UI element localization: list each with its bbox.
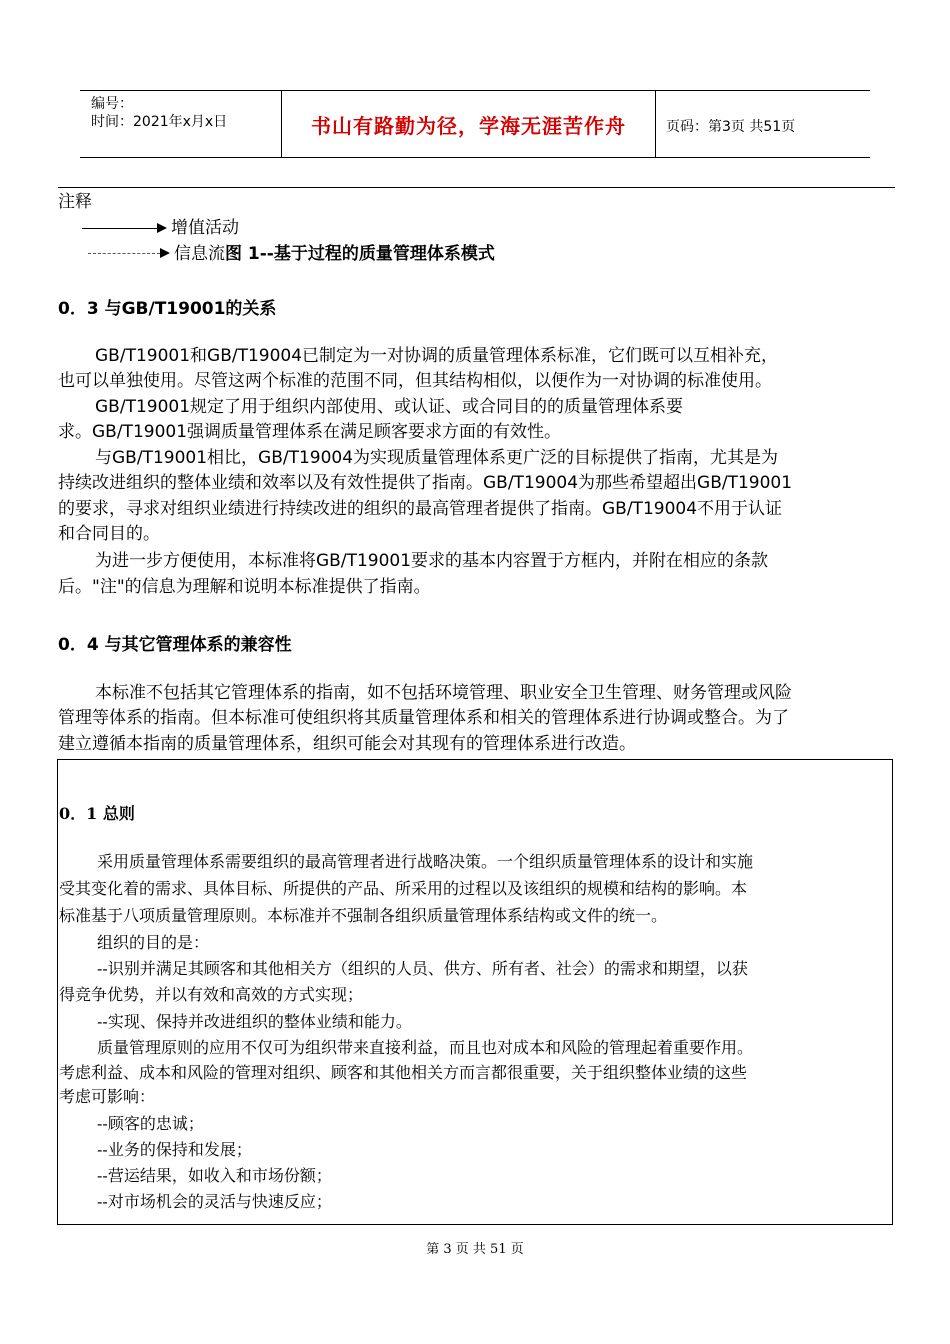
- box-line: --实现、保持并改进组织的整体业绩和能力。: [97, 1012, 412, 1031]
- paragraph-line: 与GB/T19001相比，GB/T19004为实现质量管理体系更广泛的目标提供了指南，尤其是为: [95, 448, 779, 468]
- box-line: 采用质量管理体系需要组织的最高管理者进行战略决策。一个组织质量管理体系的设计和实施: [97, 852, 754, 871]
- paragraph-line: 也可以单独使用。尽管这两个标准的范围不同，但其结构相似，以便作为一对协调的标准使用。: [58, 371, 772, 391]
- paragraph-line: 持续改进组织的整体业绩和效率以及有效性提供了指南。GB/T19004为那些希望超出GB/T19001: [58, 473, 793, 493]
- legend-title: 注释: [58, 192, 92, 212]
- dashed-arrow-head-icon: [160, 248, 170, 258]
- box-line: 考虑可影响：: [59, 1087, 156, 1106]
- box-line: --识别并满足其顾客和其他相关方（组织的人员、供方、所有者、社会）的需求和期望，以获: [97, 959, 748, 978]
- legend-dashed-block: [174, 243, 495, 266]
- box-heading: 0．1 总则: [59, 804, 135, 823]
- paragraph-line: 建立遵循本指南的质量管理体系，组织可能会对其现有的管理体系进行改造。: [58, 734, 636, 754]
- box-line: --业务的保持和发展；: [97, 1140, 252, 1159]
- section-heading-0-3: 0．3 与GB/T19001的关系: [58, 299, 277, 319]
- header-time-label: 时间：2021年x月x日: [91, 114, 228, 130]
- dashed-arrow-line: [88, 253, 160, 254]
- solid-arrow-head-icon: [157, 223, 167, 233]
- box-line: 质量管理原则的应用不仅可为组织带来直接利益，而且也对成本和风险的管理起着重要作用。: [97, 1038, 754, 1057]
- box-line: 得竞争优势，并以有效和高效的方式实现；: [59, 985, 364, 1004]
- box-line: 考虑利益、成本和风险的管理对组织、顾客和其他相关方而言都很重要，关于组织整体业绩的这些: [59, 1063, 748, 1082]
- box-line: 标准基于八项质量管理原则。本标准并不强制各组织质量管理体系结构或文件的统一。: [59, 906, 668, 925]
- header-motto: 书山有路勤为径，学海无涯苦作舟: [311, 114, 626, 138]
- paragraph-line: 和合同目的。: [58, 524, 160, 544]
- box-line: 组织的目的是：: [97, 933, 210, 952]
- paragraph-line: GB/T19001规定了用于组织内部使用、或认证、或合同目的的质量管理体系要: [95, 397, 684, 417]
- box-line: --营运结果，如收入和市场份额；: [97, 1166, 332, 1185]
- box-line: --顾客的忠诚；: [97, 1114, 204, 1133]
- solid-arrow-line: [82, 228, 158, 229]
- header-top-border: [80, 90, 870, 91]
- page-footer: 第 3 页 共 51 页: [426, 1242, 524, 1257]
- section-heading-0-4: 0．4 与其它管理体系的兼容性: [58, 635, 292, 655]
- paragraph-line: 管理等体系的指南。但本标准可使组织将其质量管理体系和相关的管理体系进行协调或整合。为了: [58, 708, 789, 728]
- header-page-info: 页码：第3页 共51页: [666, 119, 796, 135]
- header-number-label: 编号：: [91, 96, 133, 112]
- paragraph-line: 本标准不包括其它管理体系的指南，如不包括环境管理、职业安全卫生管理、财务管理或风险: [95, 683, 792, 703]
- separator-line: [58, 187, 895, 188]
- paragraph-line: 后。"注"的信息为理解和说明本标准提供了指南。: [58, 577, 431, 597]
- paragraph-line: 的要求，寻求对组织业绩进行持续改进的组织的最高管理者提供了指南。GB/T19004不用于认证: [58, 499, 783, 519]
- legend-solid-label: 增值活动: [171, 218, 239, 238]
- paragraph-line: 为进一步方便使用，本标准将GB/T19001要求的基本内容置于方框内，并附在相应的条款: [95, 551, 769, 571]
- paragraph-line: GB/T19001和GB/T19004已制定为一对协调的质量管理体系标准，它们既可以互相补充，: [95, 346, 779, 366]
- header-bottom-border: [80, 157, 870, 158]
- legend-dashed-label: 信息流: [174, 244, 225, 264]
- header-divider: [655, 90, 656, 158]
- paragraph-line: 求。GB/T19001强调质量管理体系在满足顾客要求方面的有效性。: [58, 422, 562, 442]
- box-line: 受其变化着的需求、具体目标、所提供的产品、所采用的过程以及该组织的规模和结构的影响。本: [59, 879, 748, 898]
- figure-caption: 图 1--基于过程的质量管理体系模式: [225, 244, 495, 264]
- box-line: --对市场机会的灵活与快速反应；: [97, 1192, 332, 1211]
